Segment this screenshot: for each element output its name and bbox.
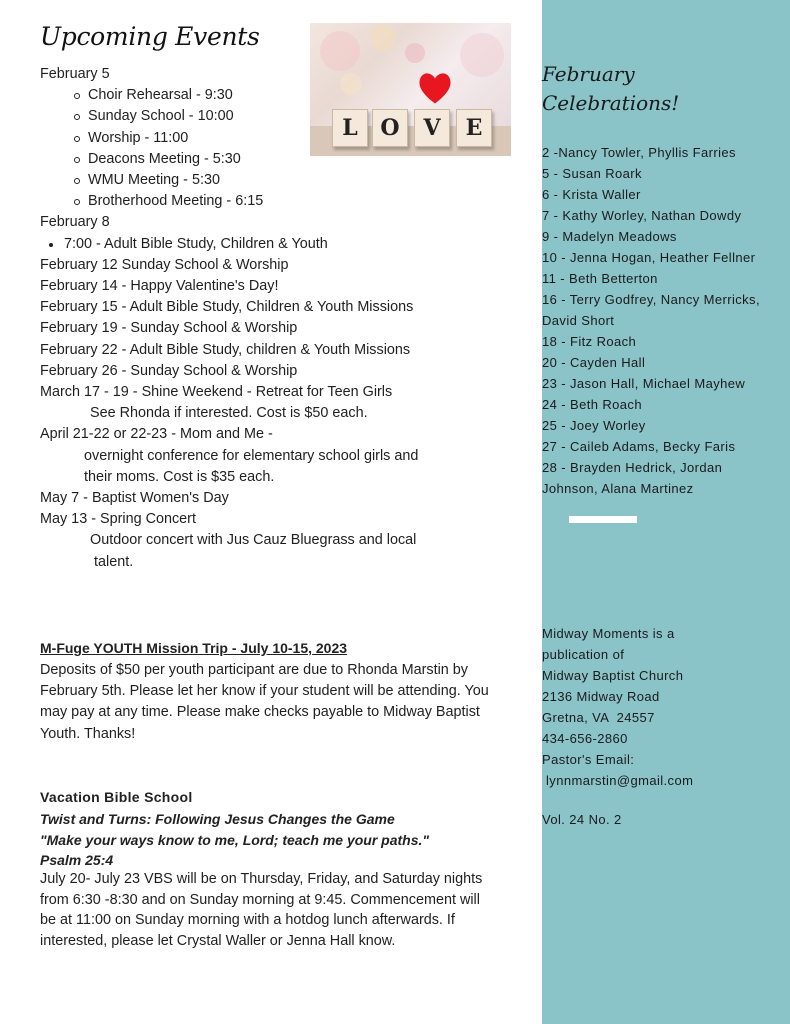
event-heading-line: April 21-22 or 22-23 - Mom and Me - — [40, 426, 273, 443]
event-heading-line: February 5 — [40, 66, 110, 82]
vbs-heading: Vacation Bible School — [40, 789, 193, 805]
event-item: talent. — [94, 553, 134, 570]
celebrations-list — [542, 142, 782, 499]
mfuge-body: Deposits of $50 per youth participant are due to Rhonda Marstin by February 5th. Please let her know if your student will be attending. You may pay at any time. Please make checks payable to Midway Baptist Youth. Thanks! — [40, 662, 489, 742]
event-item: Sunday School - 10:00 — [40, 106, 510, 127]
event-item: Deacons Meeting - 5:30 — [40, 149, 510, 170]
upcoming-events-title: Upcoming Events — [40, 22, 260, 51]
celebration-item: 11 - Beth Betterton — [542, 271, 658, 286]
events-list — [40, 64, 510, 573]
publication-info — [542, 623, 782, 791]
celebration-item: 27 - Caileb Adams, Becky Faris — [542, 439, 736, 454]
celebration-item: 9 - Madelyn Meadows — [542, 229, 677, 244]
celebration-item: 20 - Cayden Hall — [542, 355, 646, 370]
publication-line: 2136 Midway Road — [542, 689, 660, 704]
mfuge-heading: M-Fuge YOUTH Mission Trip - July 10-15, 2023 — [40, 640, 348, 656]
celebration-item: 24 - Beth Roach — [542, 397, 642, 412]
vbs-verse: "Make your ways know to me, Lord; teach me your paths." — [40, 831, 430, 848]
celebration-item: 16 - Terry Godfrey, Nancy Merricks, David Short — [542, 292, 760, 328]
event-item: their moms. Cost is $35 each. — [84, 468, 275, 485]
celebrations-title-line1: February — [542, 62, 635, 86]
event-item: WMU Meeting - 5:30 — [40, 170, 510, 191]
event-heading-line: March 17 - 19 - Shine Weekend - Retreat for Teen Girls — [40, 384, 393, 401]
event-heading-line: May 7 - Baptist Women's Day — [40, 490, 229, 507]
celebration-item: 6 - Krista Waller — [542, 187, 641, 202]
publication-line: Midway Moments is a — [542, 626, 675, 641]
event-heading-line: May 13 - Spring Concert — [40, 511, 196, 528]
event-heading-line: February 12 Sunday School & Worship — [40, 256, 289, 273]
celebrations-title-line2: Celebrations! — [542, 91, 680, 115]
event-heading-line: February 22 - Adult Bible Study, children & Youth Missions — [40, 341, 411, 358]
publication-line: lynnmarstin@gmail.com — [542, 773, 694, 788]
celebration-item: 10 - Jenna Hogan, Heather Fellner — [542, 250, 756, 265]
celebration-item: 5 - Susan Roark — [542, 166, 642, 181]
letter-block-v: V — [414, 109, 450, 147]
event-item: Outdoor concert with Jus Cauz Bluegrass and local — [90, 532, 417, 549]
vbs-theme: Twist and Turns: Following Jesus Changes the Game — [40, 811, 395, 827]
white-highlight-bar — [569, 516, 637, 523]
publication-line: Gretna, VA 24557 — [542, 710, 655, 725]
letter-block-o: O — [372, 109, 408, 147]
volume-number: Vol. 24 No. 2 — [542, 812, 622, 827]
vbs-theme-block — [40, 809, 510, 871]
event-item: 7:00 - Adult Bible Study, Children & Youth — [40, 234, 510, 255]
celebration-item: 18 - Fitz Roach — [542, 334, 637, 349]
event-item: Choir Rehearsal - 9:30 — [40, 85, 510, 106]
publication-line: publication of — [542, 647, 625, 662]
publication-line: Pastor's Email: — [542, 752, 635, 767]
celebration-item: 28 - Brayden Hedrick, Jordan Johnson, Alana Martinez — [542, 460, 723, 496]
letter-block-e: E — [456, 109, 492, 147]
event-heading-line: February 26 - Sunday School & Worship — [40, 362, 298, 379]
event-heading-line: February 19 - Sunday School & Worship — [40, 320, 298, 337]
celebration-item: 2 -Nancy Towler, Phyllis Farries — [542, 145, 736, 160]
event-heading-line: February 8 — [40, 214, 110, 231]
vbs-body: July 20- July 23 VBS will be on Thursday, Friday, and Saturday nights from 6:30 -8:30 and on Sunday morning at 9:45. Commencement will be at 11:00 on Sunday morning with a hotdog lunch afterwards. If interested, please let Crystal Waller or Jenna Hall know. — [40, 871, 483, 949]
celebration-item: 23 - Jason Hall, Michael Mayhew — [542, 376, 746, 391]
event-item: See Rhonda if interested. Cost is $50 each. — [90, 405, 368, 422]
publication-line: Midway Baptist Church — [542, 668, 684, 683]
vbs-reference: Psalm 25:4 — [40, 852, 114, 868]
event-item: overnight conference for elementary school girls and — [84, 447, 419, 464]
event-item: Worship - 11:00 — [40, 128, 510, 149]
publication-line: 434-656-2860 — [542, 731, 628, 746]
event-heading-line: February 14 - Happy Valentine's Day! — [40, 278, 279, 295]
celebration-item: 7 - Kathy Worley, Nathan Dowdy — [542, 208, 742, 223]
event-item: Brotherhood Meeting - 6:15 — [40, 191, 510, 212]
event-heading-line: February 15 - Adult Bible Study, Children & Youth Missions — [40, 299, 414, 316]
celebrations-title — [542, 60, 679, 118]
celebration-item: 25 - Joey Worley — [542, 418, 646, 433]
letter-block-l: L — [332, 109, 368, 147]
